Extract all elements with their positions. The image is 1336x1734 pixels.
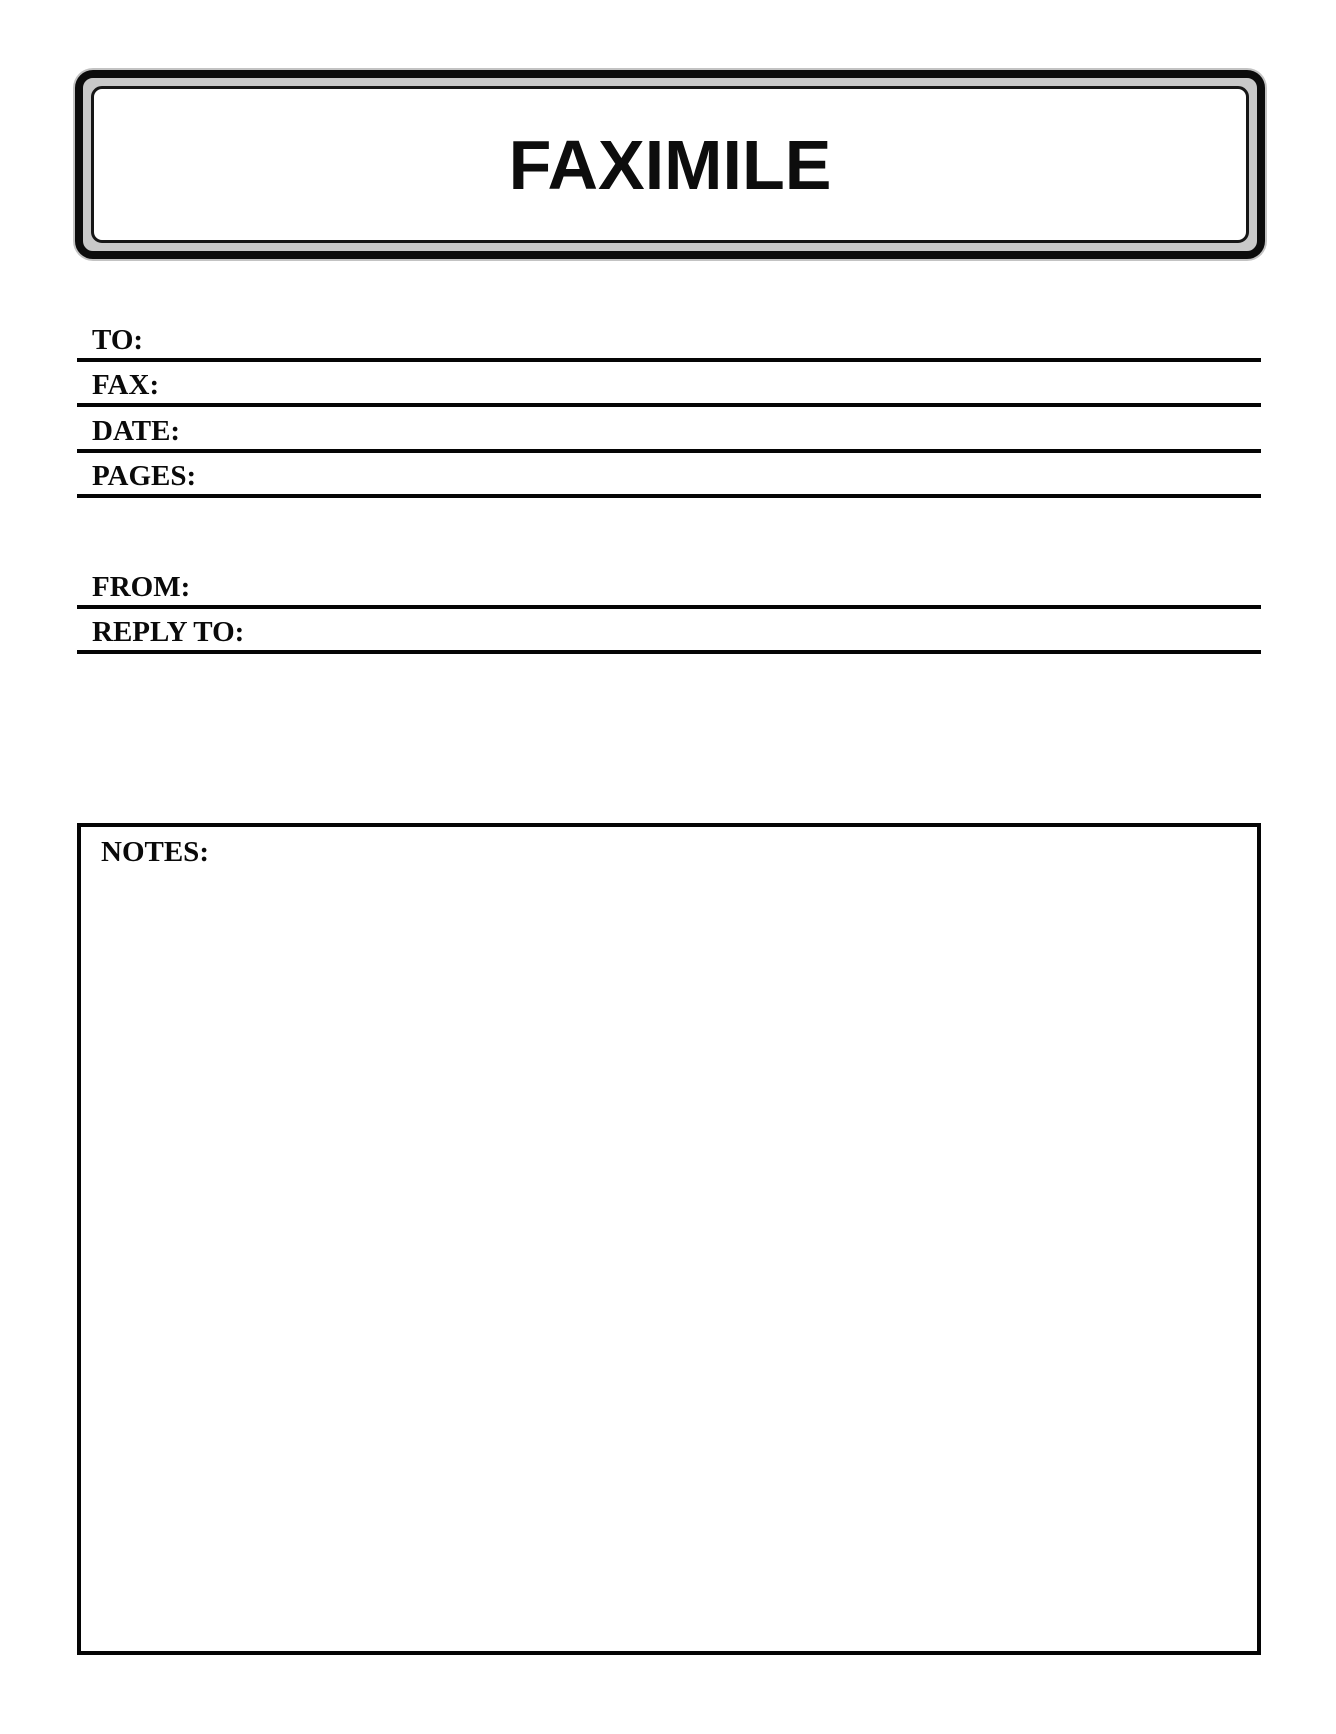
fax-field[interactable] xyxy=(171,370,1261,402)
notes-label: NOTES: xyxy=(101,836,209,868)
pages-label: PAGES: xyxy=(92,460,197,493)
to-field[interactable] xyxy=(155,325,1261,357)
field-row-pages xyxy=(77,453,1261,499)
page-title: FAXIMILE xyxy=(508,125,832,204)
sender-fields-section xyxy=(77,563,1261,654)
date-label: DATE: xyxy=(92,414,181,447)
from-field[interactable] xyxy=(202,572,1261,604)
fax-label: FAX: xyxy=(92,369,160,402)
notes-field[interactable] xyxy=(81,869,1257,1581)
field-row-date xyxy=(77,407,1261,453)
field-row-from xyxy=(77,563,1261,609)
date-field[interactable] xyxy=(192,416,1261,448)
from-label: FROM: xyxy=(92,570,191,603)
header-inner-panel xyxy=(91,86,1249,243)
field-row-fax xyxy=(77,362,1261,408)
notes-box xyxy=(77,823,1261,1655)
to-label: TO: xyxy=(92,323,144,356)
field-row-to xyxy=(77,316,1261,362)
pages-field[interactable] xyxy=(208,461,1261,493)
reply-to-field[interactable] xyxy=(256,617,1261,649)
reply-to-label: REPLY TO: xyxy=(92,616,245,649)
recipient-fields-section xyxy=(77,316,1261,498)
field-row-reply-to xyxy=(77,609,1261,655)
header-frame xyxy=(75,70,1265,259)
